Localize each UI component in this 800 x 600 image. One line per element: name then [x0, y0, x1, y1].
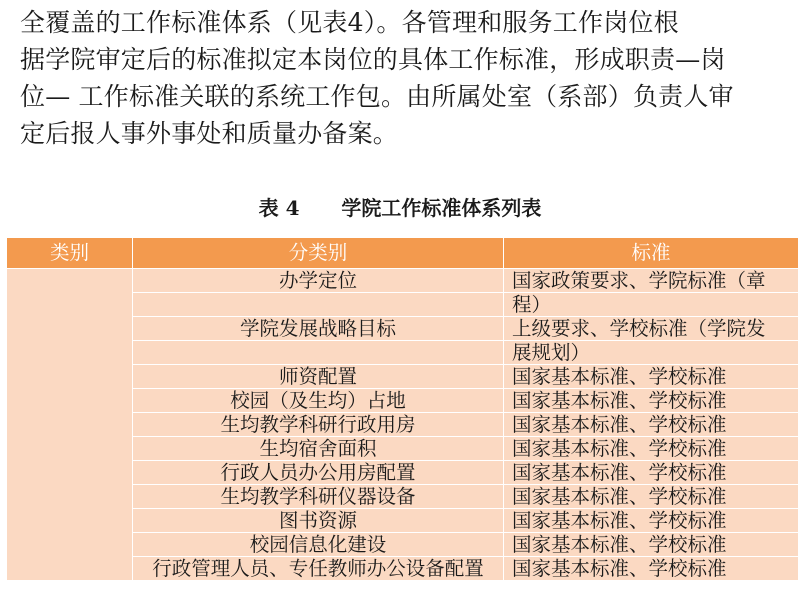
standard-cell: 国家基本标准、学校标准	[504, 509, 799, 533]
standards-table	[6, 237, 799, 581]
standard-cell: 国家基本标准、学校标准	[504, 437, 799, 461]
paragraph-line-3: 位— 工作标准关联的系统工作包。由所属处室（系部）负责人审	[20, 82, 734, 111]
subcategory-cell: 学院发展战略目标	[133, 317, 504, 341]
subcategory-cell: 办学定位	[133, 269, 504, 293]
standard-cell: 国家基本标准、学校标准	[504, 557, 799, 581]
standard-cell: 国家基本标准、学校标准	[504, 389, 799, 413]
standard-cell: 国家基本标准、学校标准	[504, 413, 799, 437]
standard-cell: 国家政策要求、学院标准（章	[504, 269, 799, 293]
standard-cell: 国家基本标准、学校标准	[504, 533, 799, 557]
body-paragraph	[20, 4, 790, 152]
subcategory-cell: 行政管理人员、专任教师办公设备配置	[133, 557, 504, 581]
subcategory-cell: 校园信息化建设	[133, 533, 504, 557]
paragraph-line-1: 全覆盖的工作标准体系（见表4）。各管理和服务工作岗位根	[20, 8, 679, 37]
paragraph-line-2: 据学院审定后的标准拟定本岗位的具体工作标准，形成职责—岗	[20, 45, 726, 74]
subcategory-cell: 图书资源	[133, 509, 504, 533]
subcategory-cell: 师资配置	[133, 365, 504, 389]
standard-cell: 上级要求、学校标准（学院发	[504, 317, 799, 341]
standard-cell: 国家基本标准、学校标准	[504, 485, 799, 509]
paragraph-line-4: 定后报人事外事处和质量办备案。	[20, 119, 399, 148]
header-subcategory: 分类别	[133, 238, 504, 269]
subcategory-cell: 生均宿舍面积	[133, 437, 504, 461]
header-category: 类别	[7, 238, 133, 269]
standard-cell: 国家基本标准、学校标准	[504, 365, 799, 389]
header-standard: 标准	[504, 238, 799, 269]
subcategory-cell: 生均教学科研仪器设备	[133, 485, 504, 509]
subcategory-cell: 行政人员办公用房配置	[133, 461, 504, 485]
standard-cell: 展规划）	[504, 341, 799, 365]
standard-cell: 程）	[504, 293, 799, 317]
subcategory-cell: 校园（及生均）占地	[133, 389, 504, 413]
table-row	[7, 269, 799, 293]
table-caption: 表 4 学院工作标准体系列表	[258, 196, 542, 220]
category-cell	[7, 269, 133, 581]
subcategory-cell	[133, 293, 504, 317]
subcategory-cell: 生均教学科研行政用房	[133, 413, 504, 437]
standard-cell: 国家基本标准、学校标准	[504, 461, 799, 485]
table-header-row	[7, 238, 799, 269]
subcategory-cell	[133, 341, 504, 365]
